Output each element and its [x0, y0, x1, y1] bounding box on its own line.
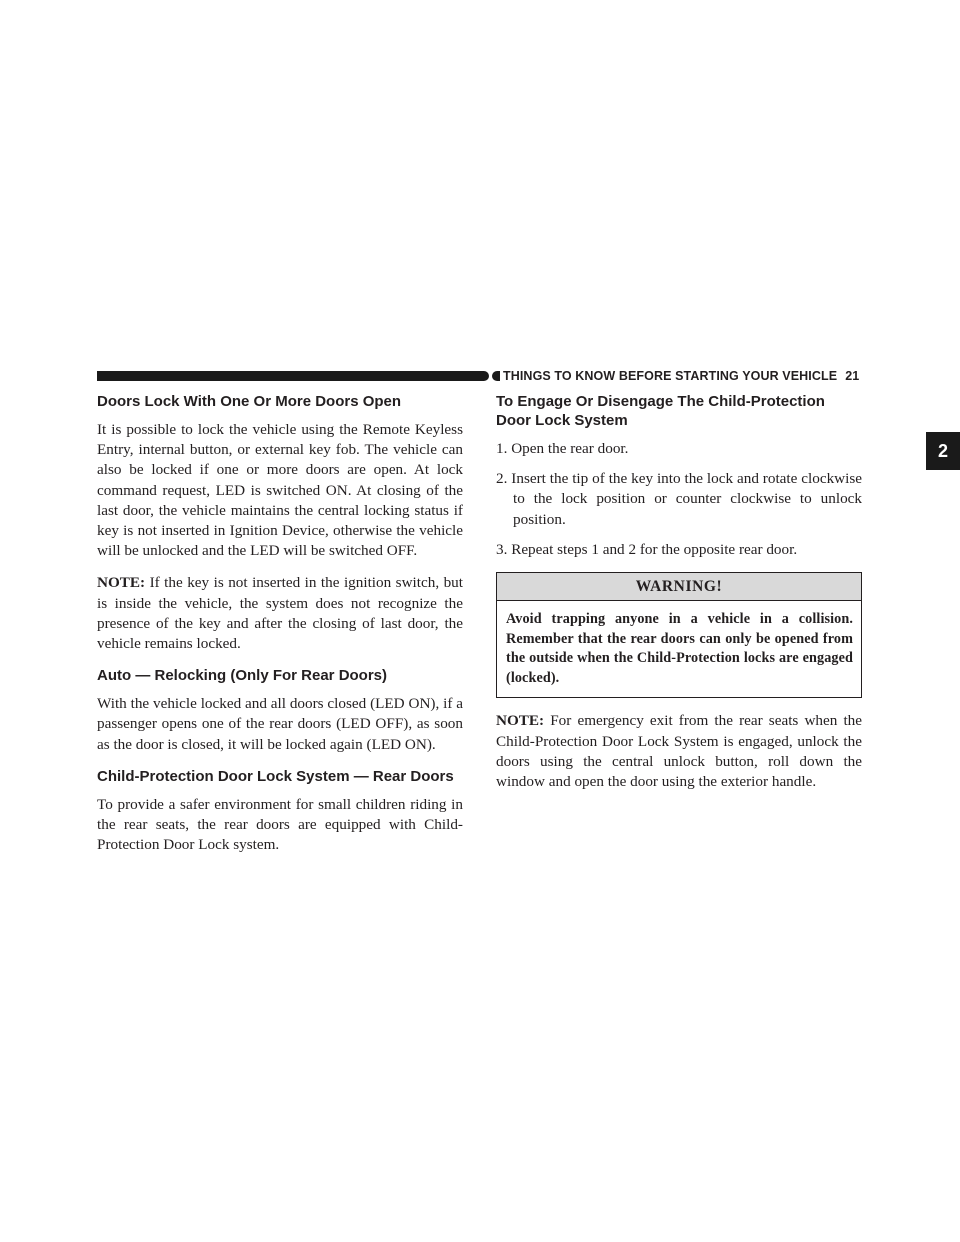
- paragraph: With the vehicle locked and all doors closed (LED ON), if a passenger opens one of the rear doors (LED OFF), as soon as the door is closed, it will be locked again (LED ON).: [97, 695, 463, 753]
- header-rule-end: [492, 371, 500, 381]
- left-column: [97, 392, 463, 867]
- note: [496, 711, 862, 792]
- header-rule: [97, 371, 489, 381]
- note-label: NOTE:: [496, 712, 545, 730]
- step-item: 2. Insert the tip of the key into the lock and rotate clockwise to the lock position or counter clockwise to unlock position.: [496, 470, 862, 528]
- note-text: For emergency exit from the rear seats when the Child-Protection Door Lock System is engaged, unlock the doors using the central unlock button, roll down the window and open the door using the exterior handle.: [496, 712, 863, 790]
- step-item: 1. Open the rear door.: [496, 440, 629, 457]
- chapter-tab: 2: [926, 432, 960, 470]
- warning-title: WARNING!: [497, 573, 861, 601]
- step-item: 3. Repeat steps 1 and 2 for the opposite rear door.: [496, 540, 798, 558]
- running-header: [503, 368, 865, 384]
- warning-box: [496, 572, 862, 698]
- warning-body: Avoid trapping anyone in a vehicle in a collision. Remember that the rear doors can only be opened from the outside when the Child-Protection locks are engaged (locked).: [506, 611, 853, 686]
- paragraph: It is possible to lock the vehicle using the Remote Keyless Entry, internal button, or external key fob. The vehicle can also be locked if one or more doors are open. At lock command request, LED is switched ON. At closing of the last door, the vehicle maintains the central locking status if key is not inserted in Ignition Device, otherwise the vehicle will be unlocked and the LED will be switched OFF.: [97, 421, 463, 560]
- paragraph: To provide a safer environment for small children riding in the rear seats, the rear doors are equipped with Child-Protection Door Lock system.: [97, 795, 463, 854]
- section-doors-lock-open: [97, 392, 463, 654]
- note-text: If the key is not inserted in the ignition switch, but is inside the vehicle, the system does not recognize the presence of the key and after the closing of last door, the vehicle remains locked.: [97, 574, 463, 653]
- section-child-protection: [97, 767, 463, 856]
- section-heading: To Engage Or Disengage The Child-Protection Door Lock System: [496, 393, 825, 429]
- running-title: THINGS TO KNOW BEFORE STARTING YOUR VEHICLE: [503, 369, 838, 383]
- section-auto-relocking: [97, 666, 463, 755]
- note: [97, 573, 463, 654]
- note-label: NOTE:: [97, 574, 146, 592]
- page-number: 21: [845, 369, 860, 383]
- right-column: [496, 392, 862, 804]
- section-heading: Auto — Relocking (Only For Rear Doors): [97, 667, 388, 685]
- section-heading: Child-Protection Door Lock System — Rear Doors: [97, 767, 454, 785]
- section-heading: Doors Lock With One Or More Doors Open: [97, 393, 402, 410]
